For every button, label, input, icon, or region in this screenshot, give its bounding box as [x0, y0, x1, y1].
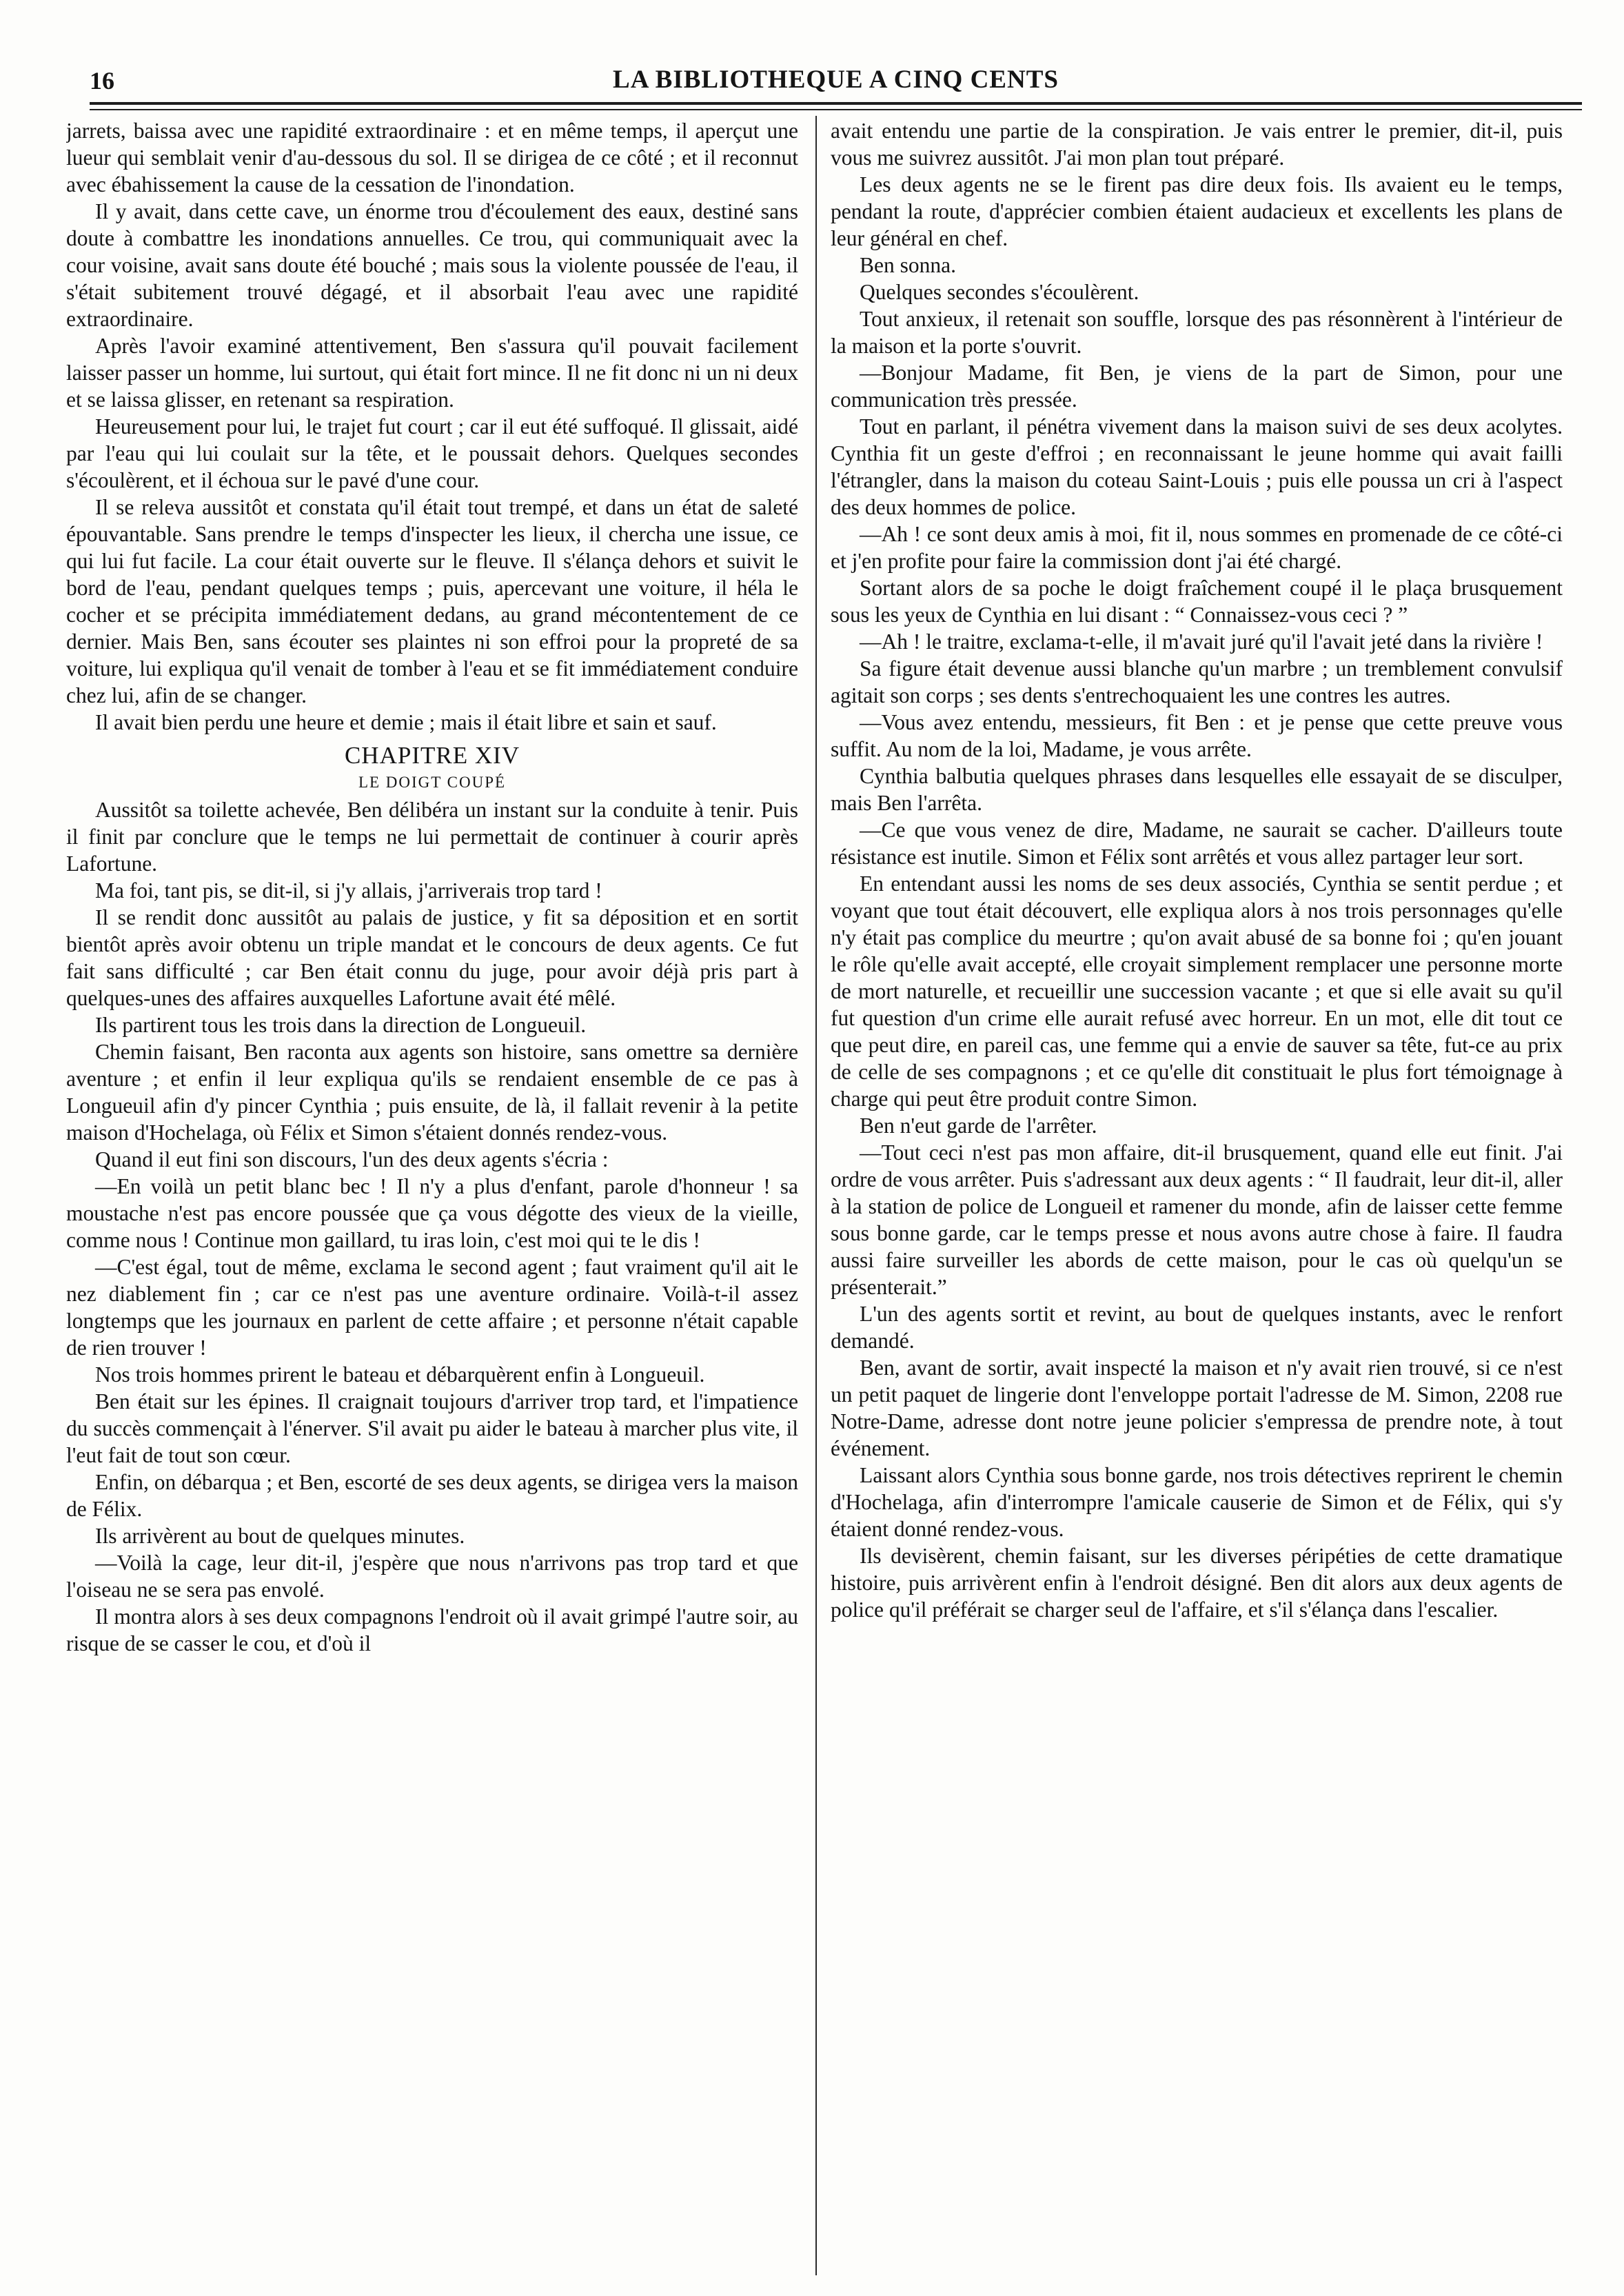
paragraph: Les deux agents ne se le firent pas dire deux fois. Ils avaient eu le temps, pendant la route, d'apprécier combien étaient audacieux et excellents les plans de leur général en chef.	[831, 172, 1563, 250]
paragraph: Heureusement pour lui, le trajet fut court ; car il eut été suffoqué. Il glissait, aidé par l'eau qui lui coulait sur la tête, et le poussait dehors. Quelques secondes s'écoulèrent, et il échoua sur le pavé d'une cour.	[66, 414, 798, 492]
paragraph: —Bonjour Madame, fit Ben, je viens de la part de Simon, pour une communication très pressée.	[831, 361, 1563, 412]
paragraph: Chemin faisant, Ben raconta aux agents son histoire, sans omettre sa dernière aventure ; et enfin il leur expliqua qu'ils se rendaient ensemble de ce pas à Longueuil afin d'y pincer Cynthia ; puis ensuite, de là, il fallait revenir à la petite maison d'Hochelaga, où Félix et Simon s'étaient donnés rendez-vous.	[66, 1040, 798, 1145]
paragraph: Ils devisèrent, chemin faisant, sur les diverses péripéties de cette dramatique histoire, puis arrivèrent enfin à l'endroit désigné. Ben dit alors aux deux agents de police qu'il préférait se charger seul de l'affaire, et s'il s'élança dans l'escalier.	[831, 1544, 1563, 1622]
paragraph: jarrets, baissa avec une rapidité extraordinaire : et en même temps, il aperçut une lueur qui semblait venir d'au-dessous du sol. Il se dirigea de ce côté ; et il reconnut avec ébahissement la cause de la cessation de l'inondation.	[66, 119, 798, 197]
chapter-subtitle: LE DOIGT COUPÉ	[358, 774, 507, 791]
page-header	[90, 63, 1582, 99]
paragraph: Laissant alors Cynthia sous bonne garde, nos trois détectives reprirent le chemin d'Hochelaga, afin d'interrompre l'amicale causerie de Simon et de Félix, qui s'y étaient donné rendez-vous.	[831, 1463, 1563, 1541]
publication-title: LA BIBLIOTHEQUE A CINQ CENTS	[613, 66, 1059, 94]
paragraph: Nos trois hommes prirent le bateau et débarquèrent enfin à Longueuil.	[95, 1362, 705, 1387]
chapter-heading: CHAPITRE XIV	[344, 742, 520, 769]
paragraph: Ils partirent tous les trois dans la direction de Longueuil.	[95, 1013, 587, 1037]
paragraph: Il se rendit donc aussitôt au palais de justice, y fit sa déposition et en sortit bientôt après avoir obtenu un triple mandat et le concours de deux agents. Ce fut fait sans difficulté ; car Ben était connu du juge, pour avoir déjà pris part à quelques-unes des affaires auxquelles Lafortune avait été mêlé.	[66, 905, 798, 1010]
paragraph: Ils arrivèrent au bout de quelques minutes.	[95, 1524, 465, 1548]
paragraph: Ben sonna.	[860, 253, 956, 277]
paragraph: —Ce que vous venez de dire, Madame, ne saurait se cacher. D'ailleurs toute résistance est inutile. Simon et Félix sont arrêtés et vous allez partager leur sort.	[831, 818, 1563, 869]
header-rule-thin	[90, 109, 1582, 110]
paragraph: Tout en parlant, il pénétra vivement dans la maison suivi de ses deux acolytes. Cynthia fit un geste d'effroi ; en reconnaissant le jeune homme qui avait failli l'étrangler, dans la maison du coteau Saint-Louis ; puis elle poussa un cri à l'aspect des deux hommes de police.	[831, 414, 1563, 519]
paragraph: Après l'avoir examiné attentivement, Ben s'assura qu'il pouvait facilement laisser passer un homme, lui surtout, qui était fort mince. Il ne fit donc ni un ni deux et se laissa glisser, en retenant sa respiration.	[66, 334, 798, 412]
paragraph: —C'est égal, tout de même, exclama le second agent ; faut vraiment qu'il ait le nez diablement fin ; car ce n'est pas une aventure ordinaire. Voilà-t-il assez longtemps que les journaux en parlent de cette affaire ; et personne n'était capable de rien trouver !	[66, 1255, 798, 1360]
paragraph: Cynthia balbutia quelques phrases dans lesquelles elle essayait de se disculper, mais Ben l'arrêta.	[831, 764, 1563, 815]
paragraph: En entendant aussi les noms de ses deux associés, Cynthia se sentit perdue ; et voyant que tout était découvert, elle expliqua alors à nos trois personnages qu'elle n'y était pas complice du meurtre ; qu'on avait abusé de sa bonne foi ; qu'en jouant le rôle qu'elle avait accepté, elle croyait simplement remplacer une personne morte de mort naturelle, et recueillir une succession vacante ; et que si elle avait su qu'il fut question d'un crime elle aurait refusé avec horreur. En un mot, elle dit tout ce que peut dire, en pareil cas, une femme qui a envie de sauver sa tête, fut-ce au prix de celle de ses compagnons ; et ce qu'elle dit constituait le plus fort témoignage à charge qui peut être produit contre Simon.	[831, 872, 1563, 1111]
paragraph: Quand il eut fini son discours, l'un des deux agents s'écria :	[95, 1147, 609, 1171]
paragraph: Il y avait, dans cette cave, un énorme trou d'écoulement des eaux, destiné sans doute à combattre les inondations annuelles. Ce trou, qui communiquait avec la cour voisine, avait sans doute été bouché ; mais sous la violente poussée de l'eau, il s'était subitement trouvé dégagé, et il absorbait l'eau avec une rapidité extraordinaire.	[66, 199, 798, 331]
paragraph: —En voilà un petit blanc bec ! Il n'y a plus d'enfant, parole d'honneur ! sa moustache n'est pas encore poussée que ça vous dégotte des vieux de la vieille, comme nous ! Continue mon gaillard, tu iras loin, c'est moi qui te le dis !	[66, 1174, 798, 1252]
paragraph: Enfin, on débarqua ; et Ben, escorté de ses deux agents, se dirigea vers la maison de Félix.	[66, 1470, 798, 1521]
paragraph: Ma foi, tant pis, se dit-il, si j'y allais, j'arriverais trop tard !	[95, 878, 602, 903]
column-divider	[815, 116, 817, 2275]
paragraph: —Vous avez entendu, messieurs, fit Ben : et je pense que cette preuve vous suffit. Au nom de la loi, Madame, je vous arrête.	[831, 710, 1563, 761]
paragraph: —Tout ceci n'est pas mon affaire, dit-il brusquement, quand elle eut finit. J'ai ordre de vous arrêter. Puis s'adressant aux deux agents : “ Il faudrait, leur dit-il, aller à la station de police de Longueil et ramener du monde, afin de laisser cette femme sous bonne garde, car le temps presse et nous avons autre chose à faire. Il faudra aussi faire surveiller les abords de cette maison, pour le cas où quelqu'un se présenterait.”	[831, 1140, 1563, 1299]
paragraph: Ben n'eut garde de l'arrêter.	[860, 1114, 1097, 1138]
paragraph: —Ah ! ce sont deux amis à moi, fit il, nous sommes en promenade de ce côté-ci et j'en profite pour faire la commission dont j'ai été chargé.	[831, 522, 1563, 573]
paragraph: Aussitôt sa toilette achevée, Ben délibéra un instant sur la conduite à tenir. Puis il finit par conclure que le temps ne lui permettait de continuer à courir après Lafortune.	[66, 798, 798, 876]
paragraph: Ben était sur les épines. Il craignait toujours d'arriver trop tard, et l'impatience du succès commençait à l'énerver. S'il avait pu aider le bateau à marcher plus vite, il l'eut fait de tout son cœur.	[66, 1389, 798, 1467]
paragraph: Il se releva aussitôt et constata qu'il était tout trempé, et dans un état de saleté épouvantable. Sans prendre le temps d'inspecter les lieux, il chercha une issue, ce qui lui fut facile. La cour était ouverte sur le fleuve. Il s'élança dehors et suivit le bord de l'eau, pendant quelques temps ; puis, apercevant une voiture, il héla le cocher et se précipita immédiatement dedans, au grand mécontentement de ce dernier. Mais Ben, sans écouter ses plaintes ni son effroi pour la propreté de sa voiture, lui expliqua qu'il venait de tomber à l'eau et se fit immédiatement conduire chez lui, afin de se changer.	[66, 495, 798, 707]
paragraph: avait entendu une partie de la conspiration. Je vais entrer le premier, dit-il, puis vous me suivrez aussitôt. J'ai mon plan tout préparé.	[831, 119, 1563, 170]
paragraph: Sortant alors de sa poche le doigt fraîchement coupé il le plaça brusquement sous les yeux de Cynthia en lui disant : “ Connaissez-vous ceci ? ”	[831, 576, 1563, 627]
paragraph: Il avait bien perdu une heure et demie ; mais il était libre et sain et sauf.	[95, 710, 717, 734]
paragraph: —Ah ! le traitre, exclama-t-elle, il m'avait juré qu'il l'avait jeté dans la rivière !	[860, 630, 1543, 654]
header-rule-thick	[90, 102, 1582, 105]
right-column	[831, 117, 1563, 2275]
paragraph: Quelques secondes s'écoulèrent.	[860, 280, 1139, 304]
paragraph: Sa figure était devenue aussi blanche qu'un marbre ; un tremblement convulsif agitait son corps ; ses dents s'entrechoquaient les une contres les autres.	[831, 656, 1563, 707]
left-column	[66, 117, 798, 2275]
page-number: 16	[90, 67, 114, 94]
paragraph: Ben, avant de sortir, avait inspecté la maison et n'y avait rien trouvé, si ce n'est un petit paquet de lingerie dont l'enveloppe portait l'adresse de M. Simon, 2208 rue Notre-Dame, adresse dont notre jeune policier s'empressa de prendre note, à tout événement.	[831, 1356, 1563, 1460]
paragraph: L'un des agents sortit et revint, au bout de quelques instants, avec le renfort demandé.	[831, 1302, 1563, 1353]
paragraph: Tout anxieux, il retenait son souffle, lorsque des pas résonnèrent à l'intérieur de la maison et la porte s'ouvrit.	[831, 307, 1563, 358]
paragraph: Il montra alors à ses deux compagnons l'endroit où il avait grimpé l'autre soir, au risque de se casser le cou, et d'où il	[66, 1604, 798, 1655]
paragraph: —Voilà la cage, leur dit-il, j'espère que nous n'arrivons pas trop tard et que l'oiseau ne se sera pas envolé.	[66, 1551, 798, 1602]
